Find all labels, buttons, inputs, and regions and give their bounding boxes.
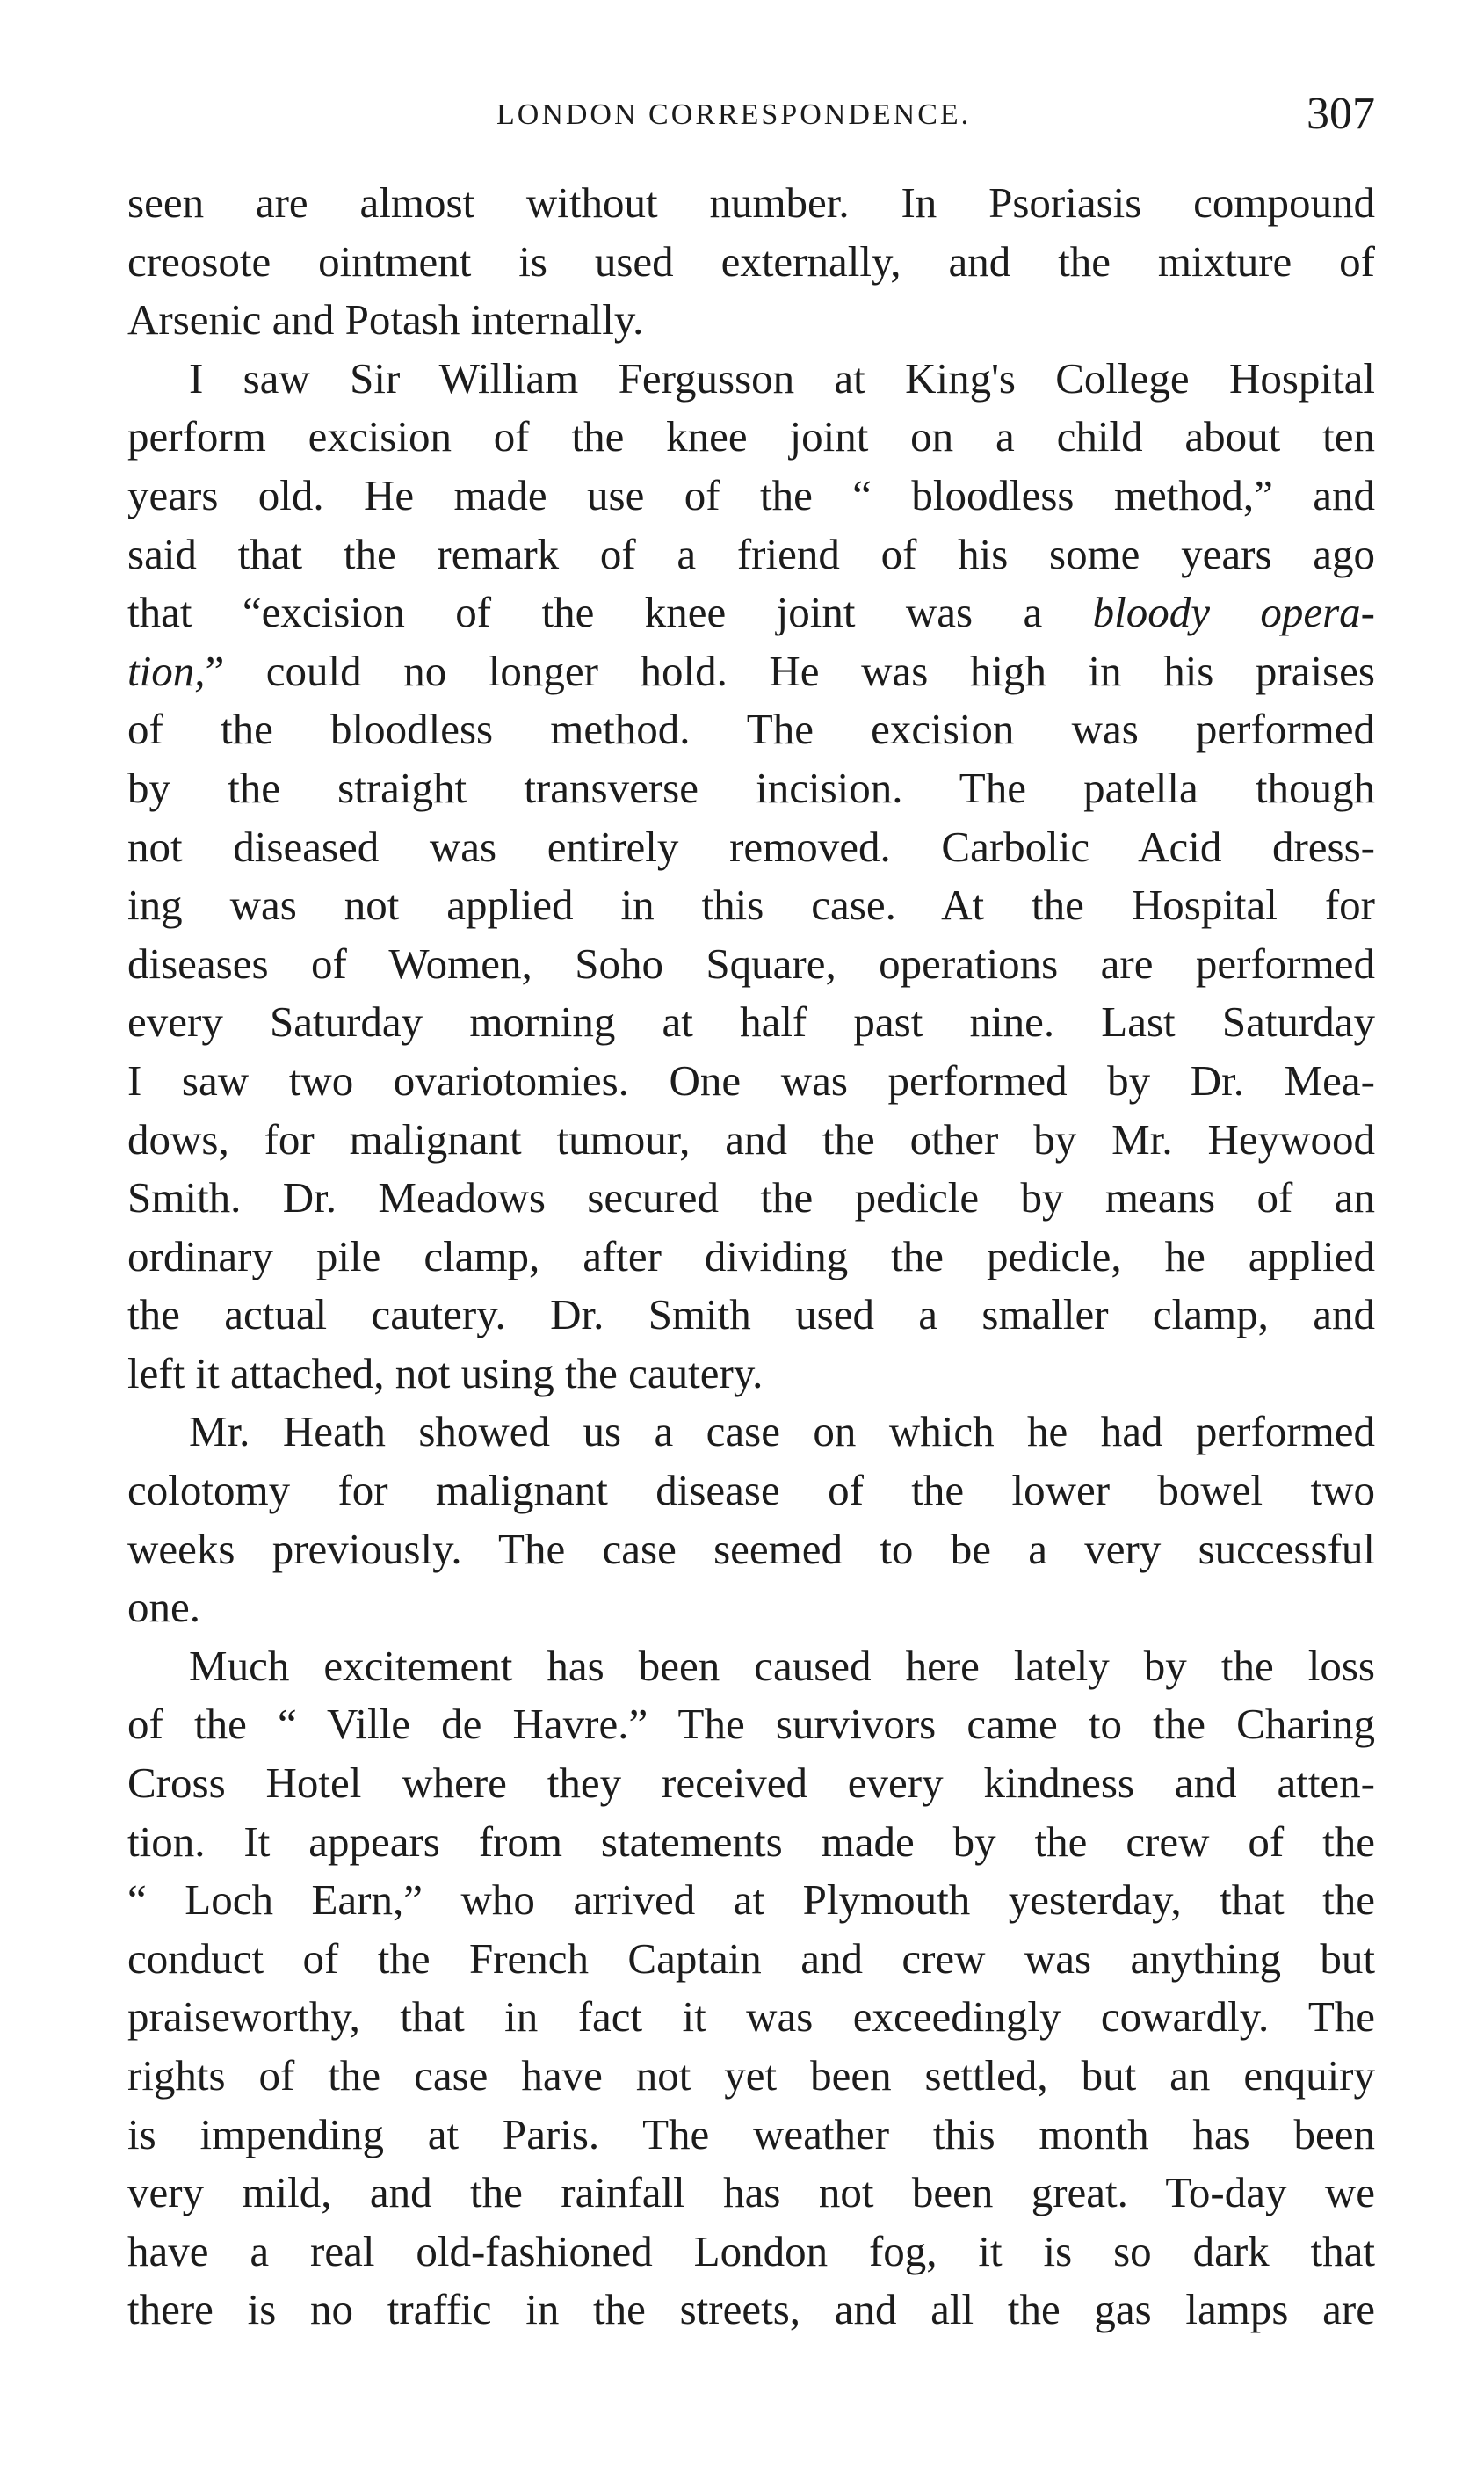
running-head	[127, 88, 1375, 149]
text-line: there is no traffic in the streets, and all the gas lamps are	[127, 2285, 1375, 2334]
text-run: ”	[205, 646, 225, 695]
text-line: Mr. Heath showed us a case on which he had performed	[189, 1407, 1375, 1456]
text-line: is impending at Paris. The weather this month has been	[127, 2109, 1375, 2158]
text-line-with-italic	[127, 584, 1375, 642]
text-line: I saw two ovariotomies. One was performed by Dr. Mea-	[127, 1055, 1375, 1105]
text-line: tion. It appears from statements made by the crew of the	[127, 1817, 1375, 1866]
text-line: diseases of Women, Soho Square, operations are performed	[127, 939, 1375, 988]
text-line: Arsenic and Potash internally.	[127, 295, 644, 345]
text-line: rights of the case have not yet been settled, but an enquiry	[127, 2051, 1375, 2100]
text-line: conduct of the French Captain and crew was anything but	[127, 1933, 1375, 1983]
text-line: Much excitement has been caused here lately by the loss	[189, 1641, 1375, 1690]
text-line: the actual cautery. Dr. Smith used a smaller clamp, and	[127, 1290, 1375, 1339]
text-line: weeks previously. The case seemed to be a very successful	[127, 1524, 1375, 1573]
text-line: years old. He made use of the “ bloodless method,” and	[127, 470, 1375, 519]
text-line: of the bloodless method. The excision was performed	[127, 705, 1375, 754]
italic-text: tion,	[127, 646, 206, 695]
text-line: Cross Hotel where they received every kindness and atten-	[127, 1759, 1375, 1808]
text-run: could no longer hold. He was high in his praises	[265, 646, 1375, 695]
body-text	[127, 174, 1375, 2339]
text-line: creosote ointment is used externally, and the mixture of	[127, 236, 1375, 286]
text-line: by the straight transverse incision. The patella though	[127, 763, 1375, 812]
text-line: dows, for malignant tumour, and the other by Mr. Heywood	[127, 1114, 1375, 1164]
italic-text: bloody opera-	[1092, 588, 1375, 637]
text-line: very mild, and the rainfall has not been great. To-day we	[127, 2168, 1375, 2217]
text-line: I saw Sir William Fergusson at King's College Hospital	[189, 353, 1375, 403]
text-line: ing was not applied in this case. At the Hospital for	[127, 881, 1375, 930]
text-line: left it attached, not using the cautery.	[127, 1348, 764, 1397]
text-line: every Saturday morning at half past nine. Last Saturday	[127, 997, 1375, 1047]
text-line: have a real old-fashioned London fog, it is so dark that	[127, 2226, 1375, 2275]
text-line: colotomy for malignant disease of the lower bowel two	[127, 1466, 1375, 1515]
text-line: said that the remark of a friend of his some years ago	[127, 529, 1375, 578]
text-line: of the “ Ville de Havre.” The survivors came to the Charing	[127, 1700, 1375, 1749]
text-line: “ Loch Earn,” who arrived at Plymouth yesterday, that the	[127, 1875, 1375, 1925]
text-line: one.	[127, 1583, 200, 1632]
running-title: LONDON CORRESPONDENCE.	[496, 98, 972, 131]
text-run: that “excision of the knee joint was a	[127, 588, 1093, 637]
text-line: not diseased was entirely removed. Carbolic Acid dress-	[127, 822, 1375, 871]
page-number: 307	[1307, 89, 1375, 139]
text-line: Smith. Dr. Meadows secured the pedicle by means of an	[127, 1173, 1375, 1222]
text-line: praiseworthy, that in fact it was exceedingly cowardly. The	[127, 1992, 1375, 2042]
text-line: ordinary pile clamp, after dividing the pedicle, he applied	[127, 1231, 1375, 1280]
text-line-with-italic	[127, 642, 1375, 701]
text-line: seen are almost without number. In Psoriasis compound	[127, 178, 1375, 227]
text-line: perform excision of the knee joint on a child about ten	[127, 412, 1375, 461]
